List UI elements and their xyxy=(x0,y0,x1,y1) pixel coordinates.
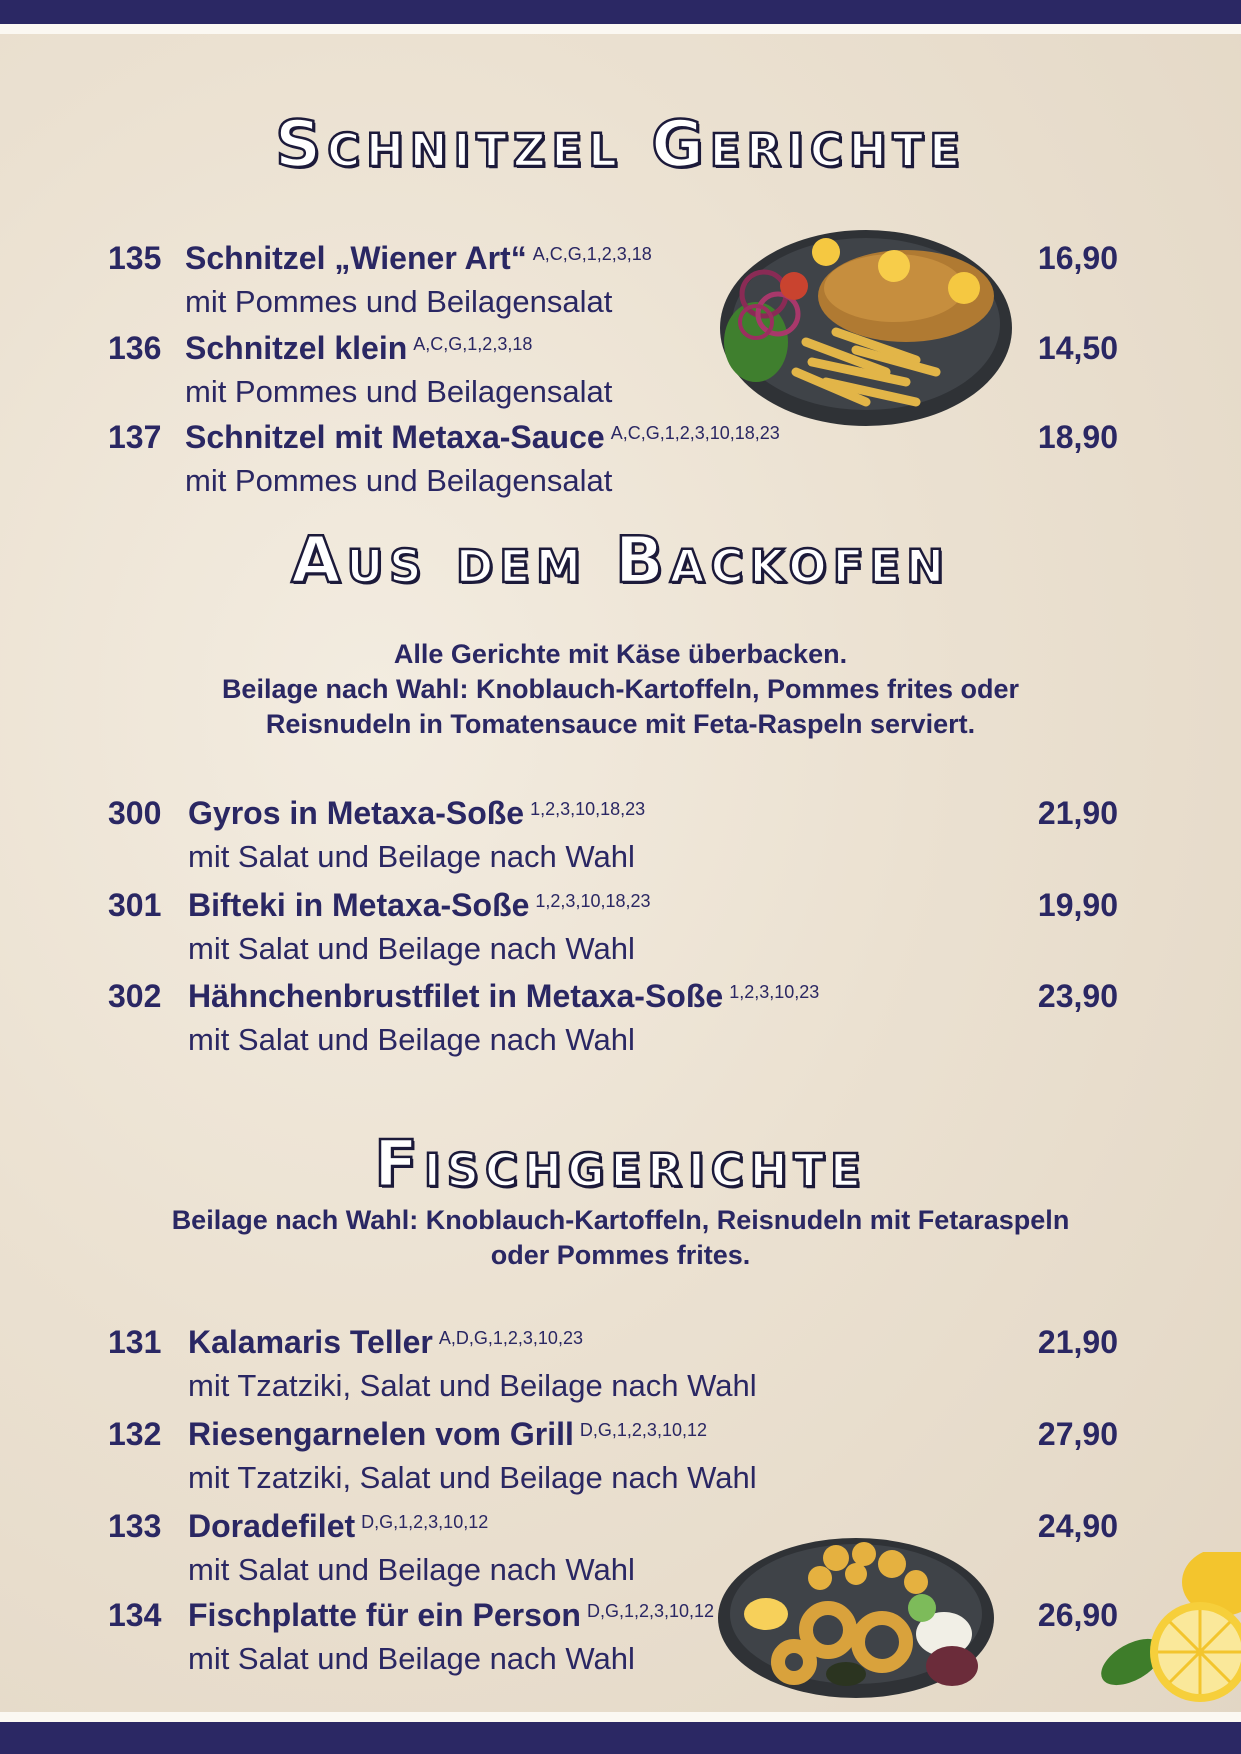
item-name: Gyros in Metaxa-Soße $^{1,2,3,10,18,23}$ xyxy=(188,795,646,831)
item-allergens: D,G,1,2,3,10,12 xyxy=(579,1420,707,1440)
item-allergens: A,C,G,1,2,3,18 xyxy=(532,244,652,264)
item-allergens: D,G,1,2,3,10,12 xyxy=(586,1601,715,1621)
item-description: mit Pommes und Beilagensalat xyxy=(185,374,613,409)
item-name: Schnitzel „Wiener Art“ $^{A,C,G,1,2,3,18}$ xyxy=(185,240,652,276)
menu-item-132 xyxy=(108,1412,1118,1502)
item-number: 301 xyxy=(108,887,162,923)
item-price: 27,90 xyxy=(1037,1416,1118,1452)
lemon-decoration-image xyxy=(1092,1552,1241,1712)
item-number: 133 xyxy=(108,1508,162,1544)
item-name: Kalamaris Teller $^{A,D,G,1,2,3,10,23}$ xyxy=(188,1324,583,1360)
item-price: 21,90 xyxy=(1037,1324,1118,1360)
menu-item-137 xyxy=(108,415,1118,505)
item-allergens: D,G,1,2,3,10,12 xyxy=(361,1512,489,1532)
item-price: 14,50 xyxy=(1037,330,1118,366)
section-title-fisch: Fischgerichte xyxy=(374,1128,867,1202)
fisch-note-line-2: oder Pommes frites. xyxy=(490,1240,751,1270)
item-name: Schnitzel klein $^{A,C,G,1,2,3,18}$ xyxy=(185,330,533,366)
item-description: mit Salat und Beilage nach Wahl xyxy=(188,1022,635,1057)
section-title-schnitzel: Schnitzel Gerichte xyxy=(275,108,966,182)
item-number: 137 xyxy=(108,419,162,455)
item-price: 21,90 xyxy=(1037,795,1118,831)
bottom-band-line xyxy=(0,1712,1241,1722)
item-allergens: A,C,G,1,2,3,10,18,23 xyxy=(610,423,780,443)
item-allergens: 1,2,3,10,18,23 xyxy=(530,799,646,819)
item-price: 19,90 xyxy=(1037,887,1118,923)
item-allergens: 1,2,3,10,23 xyxy=(729,982,820,1002)
item-description: mit Salat und Beilage nach Wahl xyxy=(188,839,635,874)
item-number: 302 xyxy=(108,978,162,1014)
item-allergens: A,C,G,1,2,3,18 xyxy=(413,334,533,354)
top-band xyxy=(0,0,1241,24)
backofen-note-line-1: Alle Gerichte mit Käse überbacken. xyxy=(393,639,848,669)
schnitzel-plate-image xyxy=(716,222,1012,428)
item-allergens: 1,2,3,10,18,23 xyxy=(535,891,651,911)
item-description: mit Tzatziki, Salat und Beilage nach Wahl xyxy=(188,1460,757,1495)
item-number: 300 xyxy=(108,795,162,831)
menu-item-302 xyxy=(108,974,1118,1064)
item-number: 135 xyxy=(108,240,162,276)
item-price: 26,90 xyxy=(1037,1597,1118,1633)
item-name: Riesengarnelen vom Grill $^{D,G,1,2,3,10,12}$ xyxy=(188,1416,707,1452)
item-number: 134 xyxy=(108,1597,162,1633)
bottom-band xyxy=(0,1722,1241,1754)
item-description: mit Pommes und Beilagensalat xyxy=(185,284,613,319)
item-price: 24,90 xyxy=(1037,1508,1118,1544)
backofen-note-line-2: Beilage nach Wahl: Knoblauch-Kartoffeln, Pommes frites oder xyxy=(221,674,1020,704)
item-name: Bifteki in Metaxa-Soße $^{1,2,3,10,18,23}$ xyxy=(188,887,651,923)
item-description: mit Pommes und Beilagensalat xyxy=(185,463,613,498)
menu-item-300 xyxy=(108,791,1118,881)
item-price: 16,90 xyxy=(1037,240,1118,276)
menu-item-301 xyxy=(108,883,1118,973)
item-allergens: A,D,G,1,2,3,10,23 xyxy=(438,1328,583,1348)
item-price: 23,90 xyxy=(1037,978,1118,1014)
section-title-backofen: Aus dem Backofen xyxy=(291,524,950,598)
item-description: mit Salat und Beilage nach Wahl xyxy=(188,931,635,966)
backofen-note-line-3: Reisnudeln in Tomatensauce mit Feta-Raspeln serviert. xyxy=(265,709,976,739)
item-name: Schnitzel mit Metaxa-Sauce $^{A,C,G,1,2,3,10,18,23}$ xyxy=(185,419,780,455)
item-name: Hähnchenbrustfilet in Metaxa-Soße $^{1,2,3,10,23}$ xyxy=(188,978,820,1014)
item-number: 136 xyxy=(108,330,162,366)
item-number: 132 xyxy=(108,1416,162,1452)
calamari-plate-image xyxy=(716,1534,998,1700)
item-description: mit Tzatziki, Salat und Beilage nach Wahl xyxy=(188,1368,757,1403)
item-description: mit Salat und Beilage nach Wahl xyxy=(188,1641,635,1676)
fisch-note-line-1: Beilage nach Wahl: Knoblauch-Kartoffeln, Reisnudeln mit Fetaraspeln xyxy=(171,1205,1070,1235)
top-band-line xyxy=(0,24,1241,34)
item-price: 18,90 xyxy=(1037,419,1118,455)
item-name: Fischplatte für ein Person $^{D,G,1,2,3,10,12}$ xyxy=(188,1597,715,1633)
item-number: 131 xyxy=(108,1324,162,1360)
menu-item-131 xyxy=(108,1320,1118,1410)
item-description: mit Salat und Beilage nach Wahl xyxy=(188,1552,635,1587)
item-name: Doradefilet $^{D,G,1,2,3,10,12}$ xyxy=(188,1508,489,1544)
